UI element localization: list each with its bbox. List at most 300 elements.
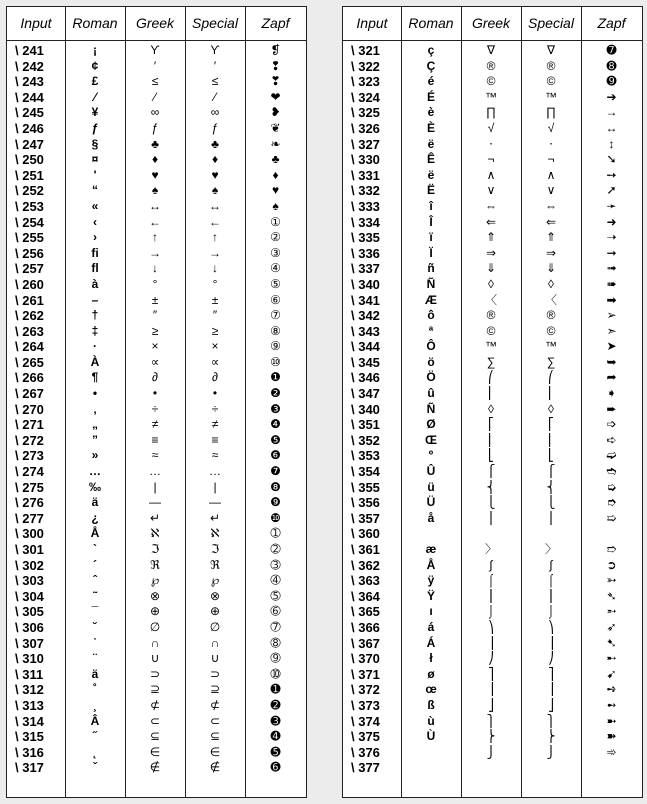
input-code: \ 304 (15, 588, 44, 604)
table-row (343, 667, 642, 683)
special-glyph: ≥ (211, 323, 219, 338)
input-code: \ 301 (15, 542, 44, 557)
special-glyph: ⇒ (545, 245, 557, 260)
header-greek: Greek (135, 15, 175, 31)
greek-glyph: ≡ (151, 432, 159, 447)
roman-glyph: ˛ (93, 744, 97, 759)
special-glyph: ⇐ (545, 214, 557, 229)
special-glyph: ⎞ (548, 619, 554, 634)
input-code: \ 351 (351, 417, 380, 433)
greek-glyph: ⇑ (485, 230, 497, 245)
roman-glyph: “ (92, 183, 98, 198)
greek-glyph: ⎥ (488, 682, 494, 697)
input-code: \ 353 (351, 448, 380, 464)
roman-glyph: ˆ (93, 573, 97, 588)
table-row (7, 604, 306, 620)
greek-glyph: ≠ (151, 417, 159, 432)
table-row (343, 121, 642, 137)
roman-glyph: ł (429, 651, 433, 666)
input-code: \ 275 (15, 479, 44, 495)
zapf-glyph: ❻ (270, 448, 281, 463)
greek-glyph (461, 760, 521, 776)
input-code: \ 326 (351, 120, 380, 136)
greek-glyph: ≥ (151, 323, 159, 338)
roman-glyph: Ü (426, 495, 436, 510)
roman-glyph: ù (427, 713, 435, 728)
roman-glyph (401, 760, 461, 776)
special-glyph: ∈ (209, 744, 221, 759)
input-code: \ 267 (15, 386, 44, 402)
input-code: \ 260 (15, 276, 44, 292)
zapf-glyph: ➚ (606, 183, 617, 198)
greek-glyph: ∫ (489, 557, 493, 572)
zapf-glyph: ➼ (606, 713, 617, 728)
roman-glyph: ¯ (91, 604, 99, 619)
input-code: \ 250 (15, 152, 44, 168)
roman-glyph: ‰ (89, 479, 101, 494)
input-code: \ 312 (15, 682, 44, 698)
roman-glyph: Î (429, 214, 433, 229)
input-code: \ 324 (351, 89, 380, 105)
roman-glyph: £ (91, 74, 99, 89)
roman-glyph: Œ (425, 432, 437, 447)
input-code: \ 302 (15, 557, 44, 573)
roman-glyph: Ç (426, 58, 436, 73)
greek-glyph: ⎪ (486, 510, 496, 525)
input-code: \ 370 (351, 651, 380, 667)
zapf-glyph: ➻ (606, 697, 617, 712)
input-code: \ 337 (351, 261, 380, 277)
input-code: \ 352 (351, 432, 380, 448)
table-row (343, 448, 642, 464)
special-glyph: ∉ (209, 760, 221, 775)
table-row (343, 74, 642, 90)
table-row (343, 729, 642, 745)
table-row (7, 246, 306, 262)
special-glyph: ◊ (548, 276, 554, 291)
special-glyph: ″ (212, 308, 218, 323)
header-roman: Roman (72, 15, 118, 31)
special-glyph: ⊕ (209, 604, 221, 619)
input-code: \ 375 (351, 729, 380, 745)
zapf-glyph: ⑨ (270, 339, 281, 354)
table-row (7, 682, 306, 698)
special-glyph: … (209, 464, 221, 479)
greek-glyph: ⊗ (149, 588, 161, 603)
table-row (7, 74, 306, 90)
greek-glyph: ♣ (151, 136, 159, 151)
greek-glyph: ↵ (149, 510, 161, 525)
zapf-glyph: ➛ (606, 198, 617, 213)
input-code: \ 323 (351, 74, 380, 90)
greek-glyph: ⎮ (487, 588, 495, 603)
table-row (343, 573, 642, 589)
input-code: \ 355 (351, 479, 380, 495)
roman-glyph: ë (427, 167, 435, 182)
greek-glyph: ⎬ (486, 729, 496, 744)
table-row (343, 511, 642, 527)
special-glyph: ↵ (209, 510, 221, 525)
special-glyph: ⊇ (209, 682, 221, 697)
roman-glyph: ƒ (91, 120, 99, 135)
roman-glyph: ´ (93, 557, 97, 572)
greek-glyph: ® (486, 308, 496, 323)
zapf-glyph: ➬ (606, 464, 617, 479)
greek-glyph: ∨ (486, 183, 496, 198)
zapf-glyph: ❿ (270, 510, 281, 525)
table-row (343, 59, 642, 75)
roman-glyph: ‡ (91, 323, 99, 338)
zapf-glyph: ❧ (270, 136, 281, 151)
input-code: \ 306 (15, 619, 44, 635)
special-glyph: 〈 (544, 292, 557, 307)
zapf-glyph: ➅ (270, 604, 281, 619)
roman-glyph: Á (426, 635, 436, 650)
zapf-glyph: ❸ (270, 401, 281, 416)
roman-glyph: … (89, 464, 101, 479)
special-glyph: ⇑ (545, 230, 557, 245)
special-glyph: ƒ (211, 120, 219, 135)
input-code: \ 310 (15, 651, 44, 667)
zapf-glyph: ① (270, 214, 281, 229)
table-row (7, 261, 306, 277)
zapf-glyph: ➽ (606, 729, 617, 744)
zapf-glyph: ➄ (270, 588, 281, 603)
roman-glyph: ô (427, 308, 435, 323)
greek-glyph: ∇ (486, 43, 496, 57)
greek-glyph: → (149, 245, 161, 260)
special-glyph: → (209, 245, 221, 260)
roman-glyph: ¥ (91, 105, 99, 120)
zapf-glyph: ➁ (270, 542, 281, 556)
input-code: \ 363 (351, 573, 380, 589)
greek-glyph: ⊄ (149, 697, 161, 712)
zapf-glyph (581, 760, 642, 776)
greek-glyph: ⁄ (153, 89, 156, 104)
special-glyph: ∧ (546, 167, 556, 182)
input-code: \ 276 (15, 495, 44, 511)
zapf-glyph: ➇ (270, 635, 281, 650)
header-special: Special (192, 15, 238, 31)
special-glyph: ⎡ (548, 417, 554, 432)
table-row (7, 589, 306, 605)
special-glyph: ⎟ (548, 635, 554, 650)
input-code: \ 311 (15, 666, 44, 682)
zapf-glyph: ➶ (606, 619, 617, 634)
right-table (342, 6, 643, 798)
roman-glyph: Ö (426, 370, 436, 385)
roman-glyph: å (427, 510, 435, 525)
greek-glyph: ⌠ (487, 573, 495, 588)
input-code: \ 334 (351, 214, 380, 230)
input-code: \ 330 (351, 152, 380, 168)
input-code: \ 376 (351, 744, 380, 760)
input-code: \ 317 (15, 760, 44, 776)
table-row (343, 604, 642, 620)
zapf-glyph: ➂ (270, 557, 281, 572)
roman-glyph: ˙ (93, 635, 97, 650)
table-row (7, 433, 306, 449)
zapf-glyph: ➀ (270, 526, 281, 541)
special-glyph: ⎪ (546, 510, 556, 525)
table-row (7, 370, 306, 386)
zapf-glyph: ⑧ (270, 323, 281, 338)
greek-glyph: ≤ (151, 74, 159, 89)
table-row (343, 43, 642, 59)
greek-glyph: ⎧ (486, 464, 496, 479)
header-input: Input (356, 15, 388, 31)
special-glyph: × (211, 339, 219, 354)
special-glyph: ≤ (211, 74, 219, 89)
zapf-glyph: ➜ (606, 214, 617, 229)
special-glyph: ♦ (211, 152, 219, 167)
input-code: \ 367 (351, 635, 380, 651)
roman-glyph: ß (427, 697, 435, 712)
roman-glyph: À (90, 354, 100, 369)
input-code: \ 255 (15, 230, 44, 246)
greek-glyph: ⎣ (488, 448, 494, 463)
special-glyph: ∇ (546, 43, 556, 57)
special-glyph: ™ (545, 89, 557, 104)
table-row (343, 386, 642, 402)
zapf-glyph: ➈ (270, 651, 281, 666)
header-zapf: Zapf (261, 15, 290, 31)
roman-glyph: » (91, 448, 99, 463)
special-glyph: ≡ (211, 432, 219, 447)
zapf-glyph: ➑ (606, 58, 617, 73)
input-code: \ 263 (15, 323, 44, 339)
table-row (7, 277, 306, 293)
special-glyph: ⇓ (545, 261, 557, 276)
zapf-glyph: ➢ (606, 308, 617, 323)
greek-glyph: ° (152, 276, 158, 291)
zapf-glyph: ➴ (606, 588, 617, 603)
table-row (7, 573, 306, 589)
special-glyph: ♠ (211, 183, 219, 198)
table-row (343, 168, 642, 184)
greek-glyph: ™ (485, 339, 497, 354)
table-row (343, 90, 642, 106)
zapf-glyph: ➔ (606, 89, 617, 104)
zapf-glyph: ➹ (606, 666, 617, 681)
table-row (7, 59, 306, 75)
special-glyph: ⎨ (546, 479, 556, 494)
input-code: \ 303 (15, 573, 44, 589)
input-code: \ 261 (15, 292, 44, 308)
roman-glyph: ‚ (93, 401, 97, 416)
zapf-glyph: ➡ (606, 292, 617, 307)
table-row (343, 417, 642, 433)
table-row (343, 495, 642, 511)
greek-glyph: ⇓ (485, 261, 497, 276)
input-code: \ 321 (351, 43, 380, 58)
table-row (343, 651, 642, 667)
roman-glyph: ⁄ (93, 89, 96, 104)
table-row (7, 293, 306, 309)
greek-glyph: ⎠ (488, 651, 494, 666)
table-row (7, 152, 306, 168)
table-row (7, 386, 306, 402)
zapf-glyph: ↔ (605, 120, 618, 135)
zapf-glyph: ❤ (270, 89, 281, 104)
greek-glyph: ⎟ (488, 635, 494, 650)
input-code: \ 271 (15, 417, 44, 433)
greek-glyph: ® (486, 58, 496, 73)
zapf-glyph: ➙ (606, 167, 617, 182)
input-code: \ 332 (351, 183, 380, 199)
table-row (343, 589, 642, 605)
greek-glyph: ∪ (150, 651, 160, 666)
greek-glyph: ⊂ (149, 713, 161, 728)
zapf-glyph: ➟ (606, 261, 617, 276)
table-row (343, 324, 642, 340)
table-row (343, 620, 642, 636)
greek-glyph: ⎨ (486, 479, 496, 494)
table-row (7, 620, 306, 636)
zapf-glyph: ➸ (606, 651, 617, 666)
zapf-glyph: ➞ (606, 245, 617, 260)
zapf-glyph: ❷ (270, 386, 281, 401)
zapf-glyph: ❢ (270, 58, 281, 73)
greek-glyph: © (486, 74, 496, 89)
roman-glyph: ˜ (93, 588, 97, 603)
roman-glyph: ª (428, 323, 434, 338)
greek-glyph: ℑ (150, 542, 160, 556)
special-glyph: ° (212, 276, 218, 291)
greek-glyph: ↑ (152, 230, 158, 245)
special-glyph: ← (209, 214, 221, 229)
table-row (343, 199, 642, 215)
table-row (7, 698, 306, 714)
greek-glyph: ∉ (149, 760, 161, 775)
special-glyph: ⌠ (547, 573, 555, 588)
table-row (343, 308, 642, 324)
input-code: \ 366 (351, 619, 380, 635)
table-row (343, 558, 642, 574)
roman-glyph: ÿ (427, 573, 435, 588)
header-roman: Roman (408, 15, 454, 31)
input-code: \ 241 (15, 43, 44, 58)
table-row (7, 168, 306, 184)
greek-glyph: ƒ (151, 120, 159, 135)
greek-glyph: ⊇ (149, 682, 161, 697)
table-row (343, 698, 642, 714)
greek-glyph: ⋅ (489, 136, 493, 151)
zapf-glyph: ➱ (606, 542, 617, 556)
roman-glyph: ˚ (93, 682, 97, 697)
table-row (7, 667, 306, 683)
table-row (7, 90, 306, 106)
greek-glyph: ∑ (486, 354, 496, 369)
table-row (7, 215, 306, 231)
zapf-glyph: ② (270, 230, 281, 245)
special-glyph: ⎥ (548, 682, 554, 697)
roman-glyph: § (91, 136, 99, 151)
table-row (7, 308, 306, 324)
roman-glyph: ˝ (93, 729, 97, 744)
greek-glyph: ⎡ (488, 417, 494, 432)
table-row (343, 293, 642, 309)
special-glyph: ® (546, 58, 556, 73)
greek-glyph: ⎞ (488, 619, 494, 634)
input-code: \ 347 (351, 386, 380, 402)
zapf-glyph: ➠ (606, 276, 617, 291)
input-code: \ 333 (351, 198, 380, 214)
header-greek: Greek (471, 15, 511, 31)
input-code: \ 300 (15, 526, 44, 542)
zapf-glyph: ➉ (270, 666, 281, 681)
zapf-glyph: ♦ (272, 167, 279, 182)
table-row (343, 152, 642, 168)
zapf-glyph: ➒ (606, 74, 617, 89)
roman-glyph: É (426, 89, 435, 104)
greek-glyph: ⎩ (486, 495, 496, 510)
greek-glyph: 〉 (484, 542, 497, 556)
zapf-glyph: ➎ (270, 744, 281, 759)
input-code: \ 331 (351, 167, 380, 183)
special-glyph: ⎭ (546, 744, 556, 759)
special-glyph: ◊ (548, 401, 554, 416)
input-code: \ 371 (351, 666, 380, 682)
table-row (343, 402, 642, 418)
greek-glyph: ♠ (151, 183, 159, 198)
input-code: \ 336 (351, 245, 380, 261)
roman-glyph: ‹ (93, 214, 97, 229)
table-row (343, 480, 642, 496)
zapf-glyph: ♠ (272, 198, 279, 213)
table-row (343, 636, 642, 652)
input-code: \ 362 (351, 557, 380, 573)
roman-glyph: ¿ (91, 510, 99, 525)
table-row (343, 542, 642, 558)
greek-glyph: ∏ (486, 105, 496, 120)
special-glyph: ÷ (211, 401, 219, 416)
table-row (343, 105, 642, 121)
zapf-glyph: ❣ (270, 74, 281, 89)
greek-glyph: ⎜ (488, 386, 494, 401)
input-code: \ 340 (351, 276, 380, 292)
zapf-glyph: ❥ (270, 105, 281, 120)
special-glyph: ♣ (211, 136, 219, 151)
roman-glyph: ˘ (93, 619, 97, 634)
greek-glyph: ™ (485, 89, 497, 104)
zapf-glyph: ➧ (606, 386, 617, 401)
special-glyph: ′ (213, 58, 217, 73)
roman-glyph: ¨ (93, 651, 97, 666)
left-header-row (7, 7, 306, 41)
roman-glyph: Ÿ (426, 588, 435, 603)
table-row (7, 355, 306, 371)
greek-glyph: ∞ (150, 105, 160, 120)
right-header-row (343, 7, 642, 41)
table-row (7, 137, 306, 153)
greek-glyph: ⇒ (485, 245, 497, 260)
zapf-glyph: ➊ (270, 682, 281, 697)
special-glyph: | (213, 479, 217, 494)
roman-glyph: ï (429, 230, 433, 245)
roman-glyph: – (91, 292, 99, 307)
special-glyph (521, 526, 581, 542)
greek-glyph: ♥ (151, 167, 159, 182)
zapf-glyph: ④ (270, 261, 281, 276)
special-glyph: ∞ (210, 105, 220, 120)
zapf-glyph: ➩ (606, 417, 617, 432)
table-row (7, 199, 306, 215)
special-glyph: ⋅ (549, 136, 553, 151)
greek-glyph: ′ (153, 58, 157, 73)
table-row (343, 464, 642, 480)
input-code: \ 361 (351, 542, 380, 557)
